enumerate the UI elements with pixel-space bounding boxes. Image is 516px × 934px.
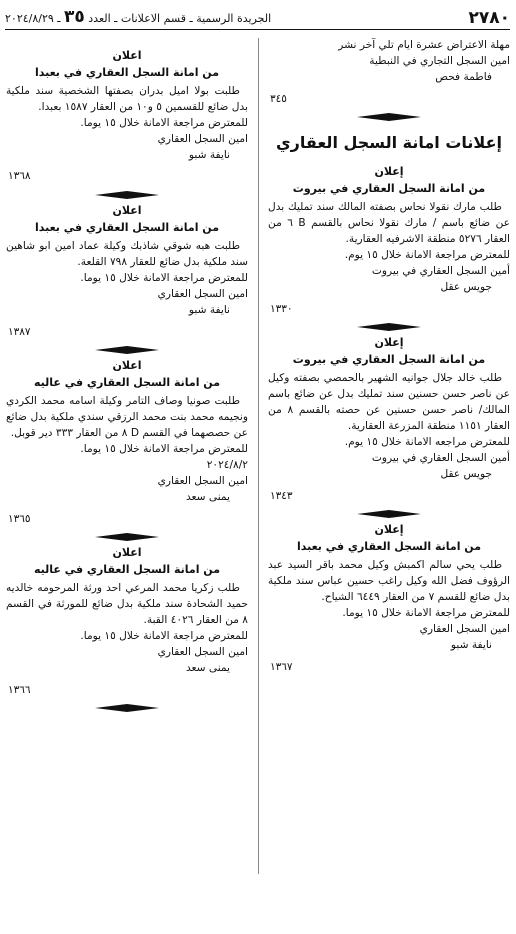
notice-date: ٢٠٢٤/٨/٢ (206, 458, 248, 471)
column-divider (258, 38, 259, 874)
notice-signatory: امين السجل العقاري (157, 645, 248, 658)
separator-icon (6, 533, 248, 541)
right-column (268, 38, 510, 930)
notice-body: طلب مارك نقولا نحاس بصفته المالك سند تمليك بدل عن ضائع باسم / مارك نقولا نحاس بالقسم B ٦ من العقار ٥٢٧٦ منطقة الاشرفيه العقارية. (268, 201, 510, 245)
notice-body: طلب يحي سالم اكمبش وكيل محمد باقر السيد عبد الرؤوف فضل الله وكيل راغب حسين عباس سند ملكية بدل ضائع للقسم ٧ من العقار ٦٤٤٩ الشياح. (268, 559, 510, 604)
notice-issuer: من امانة السجل العقاري في بعبدا (34, 65, 220, 79)
notice-body: طلب زكريا محمد المرعي احد ورثة المرحومه خالديه حميد الشحادة سند ملكية بدل ضائع للمورثة في القسم ٨ من العقار ٤٠٢٦ القبة. (6, 582, 248, 627)
notice-number: ٣٤٥ (270, 92, 287, 105)
separator-icon (268, 323, 510, 331)
notice-issuer: من امانة السجل العقاري في بعبدا (34, 220, 220, 234)
separator-icon (6, 191, 248, 199)
notice-signer-name: نايفة شبو (188, 148, 230, 161)
notice-label: اعلان (112, 204, 142, 218)
notice (268, 164, 510, 317)
notice (6, 545, 248, 698)
running-head (5, 8, 271, 27)
notice-number: ١٣٦٦ (8, 683, 31, 696)
issue-number: ٣٥ (64, 7, 85, 28)
page-header (5, 6, 510, 30)
notice-body: طلب خالد جلال جوانيه الشهير بالحمصي بصفته وكيل عن ناصر حسن حسنين سند تمليك بدل عن ضائع باسم المالك/ ناصر حسن حسنين عن حصته بالقسم ٨ من العقار ١١٥١ منطقة المزرعة العقارية. (268, 372, 510, 432)
notice-number: ١٣٨٧ (8, 325, 31, 338)
notice-signer-name: جويس عقل (440, 467, 492, 480)
page-number: ٢٧٨٠ (468, 8, 510, 28)
notice-line: مهلة الاعتراض عشرة ايام تلي آخر نشر (338, 39, 510, 51)
notice-objection: للمعترض مراجعة الامانة خلال ١٥ يوما. (80, 630, 248, 643)
notice-signer-name: يمنى سعد (185, 661, 230, 674)
notice-number: ١٣٦٨ (8, 170, 31, 183)
notice-signer-name: نايفة شبو (188, 303, 230, 316)
notice-body: طلبت هبه شوقي شاذبك وكيلة عماد امين ابو شاهين سند ملكية بدل ضائع للعقار ٧٩٨ القلعة. (6, 240, 248, 269)
notice-signatory: امين السجل العقاري (157, 474, 248, 487)
notice-issuer: من امانة السجل العقاري في بيروت (292, 352, 486, 366)
notice (6, 203, 248, 340)
notice-signatory: أمين السجل العقاري في بيروت (371, 451, 510, 464)
notice (268, 522, 510, 675)
notice-objection: للمعترض مراجعة الامانة خلال ١٥ يوما. (80, 443, 248, 456)
notice (268, 335, 510, 504)
notice-label: إعلان (374, 523, 404, 537)
notice-issuer: من امانة السجل العقاري في بعبدا (296, 539, 482, 553)
notice-label: إعلان (374, 165, 404, 179)
notice-number: ١٣٣٠ (270, 302, 293, 315)
left-column (6, 38, 248, 930)
notice-objection: للمعترض مراجعة الامانة خلال ١٥ يوما. (80, 271, 248, 284)
notice-signatory: امين السجل العقاري (157, 287, 248, 300)
notice-label: إعلان (374, 336, 404, 350)
notice-signatory: امين السجل العقاري (419, 622, 510, 635)
separator-icon (268, 113, 510, 121)
notice-signer-name: جويس عقل (440, 280, 492, 293)
notice-signer-name: يمنى سعد (185, 490, 230, 503)
notice-signer-name: نايفة شبو (450, 638, 492, 651)
notice-line: امين السجل التجاري في النبطية (369, 54, 510, 67)
notice-issuer: من امانة السجل العقاري في عاليه (33, 375, 221, 389)
notice-body: طلبت صونيا وصاف التامر وكيلة اسامه محمد الكردي ونجيمه محمد بنت محمد الرزقي سندي ملكية بدل ضائع عن حصصهما في القسم D ٨ من العقار ٣٣٣ دير قوبل. (6, 395, 248, 440)
issue-date: ـ ٢٠٢٤/٨/٢٩ (5, 12, 61, 26)
notice-signatory: أمين السجل العقاري في بيروت (371, 264, 510, 277)
section-title: إعلانات امانة السجل العقاري (276, 133, 502, 153)
notice-body: طلبت بولا اميل بدران بصفتها الشخصية سند ملكية بدل ضائع للقسمين ٥ و١٠ من العقار ١٥٨٧ بعبدا. (6, 85, 248, 113)
notice-objection: للمعترض مراجعة الامانة خلال ١٥ يوم. (344, 248, 510, 261)
notice-number: ١٣٤٣ (270, 489, 293, 502)
notice-label: اعلان (112, 546, 142, 560)
notice-issuer: من امانة السجل العقاري في عاليه (33, 562, 221, 576)
separator-icon (268, 510, 510, 518)
separator-icon (6, 704, 248, 712)
running-title: الجريدة الرسمية ـ قسم الاعلانات ـ العدد (88, 12, 272, 26)
separator-icon (6, 346, 248, 354)
notice (6, 358, 248, 527)
notice-number: ١٣٦٧ (270, 660, 293, 673)
notice-line: فاطمة فحص (435, 70, 492, 83)
notice-label: اعلان (112, 49, 142, 62)
notice-objection: للمعترض مراجعه الامانة خلال ١٥ يوم. (344, 435, 510, 448)
notice-number: ١٣٦٥ (8, 512, 31, 525)
notice-issuer: من امانة السجل العقاري في بيروت (292, 181, 486, 195)
notice (6, 48, 248, 185)
continued-notice (268, 38, 510, 107)
notice-objection: للمعترض مراجعة الامانة خلال ١٥ يوما. (342, 606, 510, 619)
notice-signatory: امين السجل العقاري (157, 132, 248, 145)
notice-objection: للمعترض مراجعة الامانة خلال ١٥ يوما. (80, 116, 248, 129)
notice-label: اعلان (112, 359, 142, 373)
